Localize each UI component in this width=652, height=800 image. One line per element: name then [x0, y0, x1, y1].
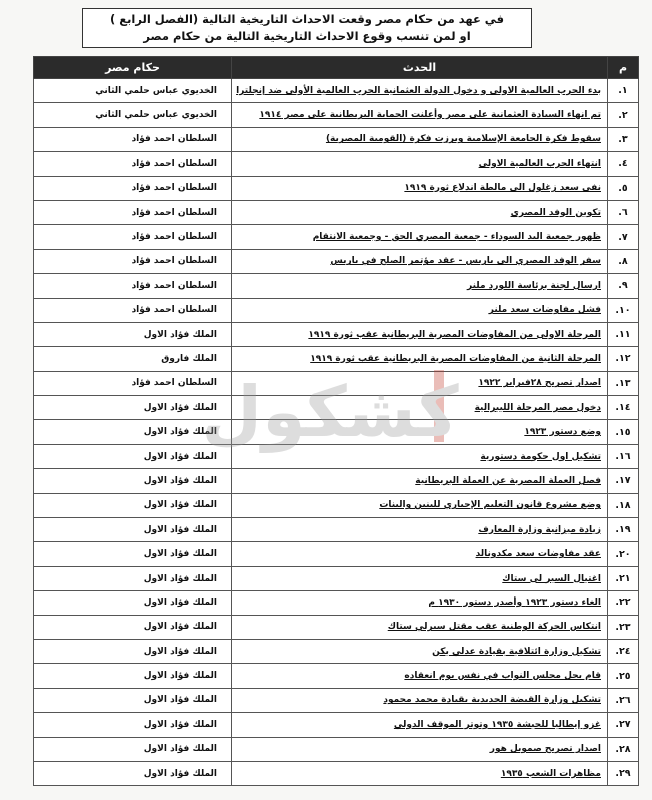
row-event — [232, 274, 608, 298]
row-ruler: الملك فؤاد الاول — [34, 444, 232, 468]
row-ruler: الملك فؤاد الاول — [34, 542, 232, 566]
header-ruler: حكام مصر — [34, 57, 232, 79]
worksheet-title — [82, 8, 532, 48]
row-number: ٢٠. — [608, 542, 639, 566]
row-number: ١. — [608, 79, 639, 103]
row-event-text: المرحلة الثانية من المفاوضات المصرية البريطانية عقب ثورة ١٩١٩ — [310, 353, 601, 364]
table-row — [34, 566, 639, 590]
row-ruler: السلطان احمد فؤاد — [34, 225, 232, 249]
table-row — [34, 639, 639, 663]
row-number: ٢٦. — [608, 688, 639, 712]
events-table-container — [33, 56, 638, 786]
row-event-text: وضع مشروع قانون التعليم الإجباري للبنين والبنات — [379, 500, 601, 511]
row-ruler: الملك فؤاد الاول — [34, 639, 232, 663]
row-ruler: الملك فؤاد الاول — [34, 493, 232, 517]
row-event-text: اصدار تصريح صمويل هور — [489, 744, 601, 755]
row-event-text: تشكيل اول حكومة دستورية — [480, 451, 601, 462]
table-row — [34, 249, 639, 273]
title-line-2: او لمن تنسب وقوع الاحداث التاريخية التالية من حكام مصر — [143, 29, 471, 43]
row-event — [232, 322, 608, 346]
row-event — [232, 103, 608, 127]
row-event-text: تشكيل وزارة ائتلافية بقيادة عدلي يكن — [432, 646, 601, 657]
row-event-text: عقد مفاوضات سعد مكدونالد — [475, 549, 601, 560]
row-ruler: السلطان احمد فؤاد — [34, 371, 232, 395]
row-event — [232, 591, 608, 615]
row-ruler: الملك فؤاد الاول — [34, 761, 232, 785]
table-row — [34, 127, 639, 151]
row-event — [232, 518, 608, 542]
row-event-text: ظهور جمعية اليد السوداء - جمعية المصري الحق - وجمعية الانتقام — [312, 232, 601, 243]
table-row — [34, 200, 639, 224]
row-ruler: الخديوي عباس حلمي الثاني — [34, 79, 232, 103]
row-event — [232, 79, 608, 103]
row-event — [232, 371, 608, 395]
row-number: ٢٥. — [608, 664, 639, 688]
row-number: ١٢. — [608, 347, 639, 371]
row-event-text: تم انهاء السيادة العثمانية على مصر وأعلنت الحماية البريطانية على مصر ١٩١٤ — [259, 110, 601, 121]
row-event — [232, 542, 608, 566]
row-event-text: زيادة ميزانية وزارة المعارف — [478, 524, 601, 535]
row-number: ٩. — [608, 274, 639, 298]
row-event-text: فصل العملة المصرية عن العملة البريطانية — [415, 475, 601, 486]
row-ruler: السلطان احمد فؤاد — [34, 200, 232, 224]
row-event-text: نفى سعد زغلول الى مالطة اندلاع ثورة ١٩١٩ — [404, 183, 601, 194]
row-event — [232, 688, 608, 712]
row-number: ٨. — [608, 249, 639, 273]
row-event — [232, 249, 608, 273]
table-row — [34, 615, 639, 639]
row-number: ٢٩. — [608, 761, 639, 785]
row-number: ٧. — [608, 225, 639, 249]
row-event-text: تكوين الوفد المصري — [510, 207, 601, 218]
row-event — [232, 347, 608, 371]
table-row — [34, 591, 639, 615]
row-event — [232, 615, 608, 639]
row-event-text: دخول مصر المرحلة الليبرالية — [474, 402, 601, 413]
row-event — [232, 225, 608, 249]
row-number: ١٩. — [608, 518, 639, 542]
row-event — [232, 396, 608, 420]
table-row — [34, 493, 639, 517]
row-event — [232, 737, 608, 761]
row-ruler: السلطان احمد فؤاد — [34, 127, 232, 151]
row-ruler: السلطان احمد فؤاد — [34, 274, 232, 298]
row-number: ٢٢. — [608, 591, 639, 615]
row-number: ١٦. — [608, 444, 639, 468]
row-number: ١٨. — [608, 493, 639, 517]
table-row — [34, 444, 639, 468]
row-event-text: مظاهرات الشعب ١٩٣٥ — [500, 768, 601, 779]
row-ruler: الملك فؤاد الاول — [34, 737, 232, 761]
row-number: ٢٤. — [608, 639, 639, 663]
table-row — [34, 371, 639, 395]
row-event — [232, 298, 608, 322]
row-ruler: الملك فؤاد الاول — [34, 420, 232, 444]
watermark-text: كشكول — [201, 371, 459, 453]
row-event-text: اغتيال السير لى ستاك — [502, 573, 601, 584]
row-number: ٣. — [608, 127, 639, 151]
row-ruler: السلطان احمد فؤاد — [34, 298, 232, 322]
row-event-text: انتهاء الحرب العالمية الاولى — [478, 158, 601, 169]
row-number: ٤. — [608, 152, 639, 176]
table-row — [34, 713, 639, 737]
row-number: ٢١. — [608, 566, 639, 590]
table-row — [34, 761, 639, 785]
table-row — [34, 274, 639, 298]
row-ruler: الخديوي عباس حلمي الثاني — [34, 103, 232, 127]
table-row — [34, 152, 639, 176]
row-number: ١١. — [608, 322, 639, 346]
row-ruler: الملك فؤاد الاول — [34, 591, 232, 615]
table-row — [34, 103, 639, 127]
row-event-text: اصدار تصريح ٢٨فبراير ١٩٢٢ — [478, 378, 601, 389]
row-ruler: الملك فؤاد الاول — [34, 615, 232, 639]
row-number: ١٠. — [608, 298, 639, 322]
row-event-text: بدء الحرب العالمية الاولى و دخول الدولة العثمانية الحرب العالمية الأولى ضد إنجلترا — [236, 85, 601, 96]
row-number: ١٤. — [608, 396, 639, 420]
row-number: ٢. — [608, 103, 639, 127]
table-row — [34, 298, 639, 322]
row-ruler: الملك فؤاد الاول — [34, 664, 232, 688]
table-row — [34, 664, 639, 688]
table-row — [34, 518, 639, 542]
row-ruler: السلطان احمد فؤاد — [34, 176, 232, 200]
row-event — [232, 200, 608, 224]
table-header-row — [34, 57, 639, 79]
row-event — [232, 152, 608, 176]
row-ruler: الملك فؤاد الاول — [34, 396, 232, 420]
row-ruler: الملك فؤاد الاول — [34, 566, 232, 590]
row-event-text: انتكاس الحركة الوطنية عقب مقتل سيرلي ستاك — [387, 622, 601, 633]
table-row — [34, 469, 639, 493]
row-ruler: الملك فؤاد الاول — [34, 322, 232, 346]
row-ruler: الملك فاروق — [34, 347, 232, 371]
table-row — [34, 420, 639, 444]
table-row — [34, 396, 639, 420]
row-event-text: قام بحل مجلس النواب في نفس يوم انعقاده — [404, 671, 601, 682]
row-number: ١٣. — [608, 371, 639, 395]
table-body — [34, 79, 639, 786]
row-ruler: السلطان احمد فؤاد — [34, 152, 232, 176]
row-event — [232, 493, 608, 517]
row-event — [232, 664, 608, 688]
row-event — [232, 127, 608, 151]
row-ruler: الملك فؤاد الاول — [34, 469, 232, 493]
row-number: ٢٧. — [608, 713, 639, 737]
row-event-text: وضع دستور ١٩٢٣ — [524, 427, 601, 438]
row-ruler: السلطان احمد فؤاد — [34, 249, 232, 273]
row-event-text: المرحلة الاولى من المفاوضات المصرية البريطانية عقب ثورة ١٩١٩ — [308, 329, 601, 340]
header-number: م — [608, 57, 639, 79]
row-ruler: الملك فؤاد الاول — [34, 713, 232, 737]
table-row — [34, 688, 639, 712]
row-ruler: الملك فؤاد الاول — [34, 518, 232, 542]
header-event: الحدث — [232, 57, 608, 79]
row-event — [232, 420, 608, 444]
table-row — [34, 176, 639, 200]
row-number: ٢٣. — [608, 615, 639, 639]
events-table — [33, 56, 639, 786]
row-event-text: غزو إيطاليا للحبشة ١٩٣٥ وتوتر الموقف الدولي — [393, 719, 601, 730]
table-row — [34, 79, 639, 103]
row-event-text: ارسال لجنة برئاسة اللورد ملنر — [467, 280, 601, 291]
row-event — [232, 444, 608, 468]
row-number: ٢٨. — [608, 737, 639, 761]
row-event — [232, 566, 608, 590]
row-ruler: الملك فؤاد الاول — [34, 688, 232, 712]
row-event — [232, 469, 608, 493]
table-row — [34, 737, 639, 761]
row-event-text: سفر الوفد المصري الى باريس - عقد مؤتمر الصلح في باريس — [330, 256, 601, 267]
row-number: ١٥. — [608, 420, 639, 444]
title-line-1: في عهد من حكام مصر وقعت الاحداث التاريخية التالية (الفصل الرابع ) — [110, 12, 504, 26]
table-row — [34, 347, 639, 371]
row-event — [232, 713, 608, 737]
row-event — [232, 176, 608, 200]
table-row — [34, 225, 639, 249]
row-number: ١٧. — [608, 469, 639, 493]
row-event-text: الغاء دستور ١٩٢٣ وأصدر دستور ١٩٣٠ م — [428, 597, 601, 608]
row-event-text: فشل مفاوضات سعد ملنر — [488, 305, 601, 316]
row-number: ٦. — [608, 200, 639, 224]
row-event-text: سقوط فكرة الجامعة الإسلامية وبرزت فكرة (القومية المصرية) — [325, 134, 601, 145]
row-number: ٥. — [608, 176, 639, 200]
table-row — [34, 322, 639, 346]
table-row — [34, 542, 639, 566]
row-event — [232, 639, 608, 663]
row-event-text: تشكيل وزارة القبضة الحديدية بقيادة محمد محمود — [383, 695, 601, 706]
row-event — [232, 761, 608, 785]
